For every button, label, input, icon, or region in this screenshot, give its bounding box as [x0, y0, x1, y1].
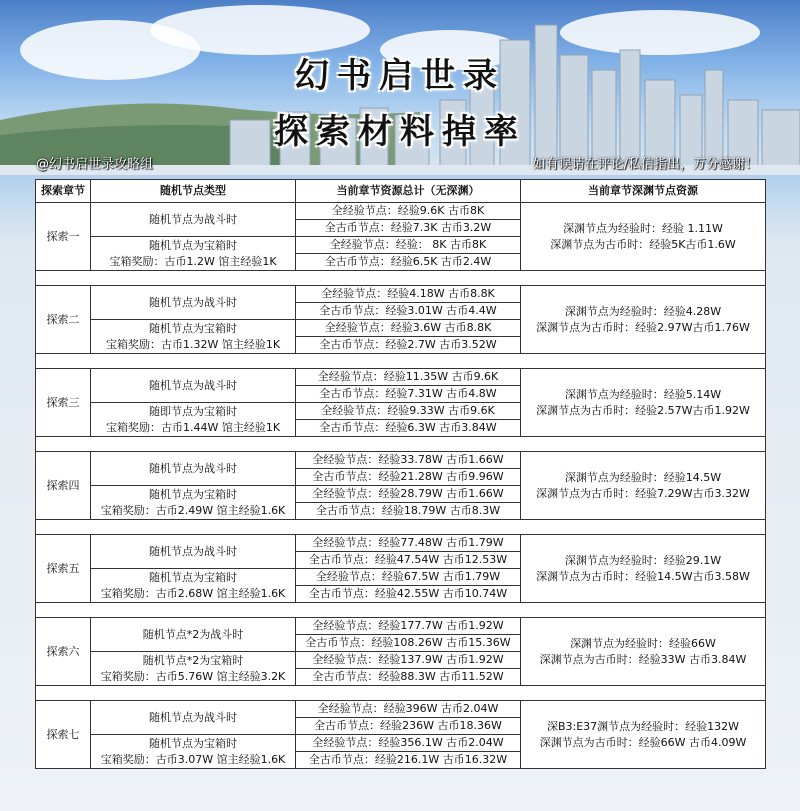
chest-label: 随机节点为宝箱时 — [149, 321, 237, 335]
resource-total-cell: 全经验节点：经验67.5W 古币1.79W — [296, 569, 521, 586]
node-type-chest — [91, 652, 296, 686]
resource-total-cell: 全经验节点：经验177.7W 古币1.92W — [296, 618, 521, 635]
abyss-coin-line: 深渊节点为古币时：经验2.57W古币1.92W — [536, 403, 750, 417]
abyss-coin-line: 深渊节点为古币时：经验7.29W古币3.32W — [536, 486, 750, 500]
chest-label: 随机节点为宝箱时 — [149, 238, 237, 252]
spacer-cell — [36, 520, 766, 535]
resource-total-cell: 全经验节点：经验： 8K 古币8K — [296, 237, 521, 254]
resource-total-cell: 全古币节点：经验2.7W 古币3.52W — [296, 337, 521, 354]
node-type-battle: 随机节点为战斗时 — [91, 369, 296, 403]
abyss-coin-line: 深渊节点为古币时：经验5K古币1.6W — [550, 237, 736, 251]
column-header-chapter: 探索章节 — [36, 180, 91, 203]
resource-total-cell: 全经验节点：经验11.35W 古币9.6K — [296, 369, 521, 386]
row-spacer — [36, 686, 766, 701]
abyss-exp-line: 深渊节点为经验时：经验4.28W — [564, 304, 722, 318]
node-type-chest — [91, 735, 296, 769]
column-header-resource-total: 当前章节资源总计（无深渊） — [296, 180, 521, 203]
abyss-resource-cell — [521, 618, 766, 686]
resource-total-cell: 全古币节点：经验7.31W 古币4.8W — [296, 386, 521, 403]
chest-reward: 宝箱奖励：古币1.2W 馆主经验1K — [109, 254, 277, 268]
column-header-abyss-resource: 当前章节深渊节点资源 — [521, 180, 766, 203]
table-row — [36, 369, 766, 386]
column-header-node-type: 随机节点类型 — [91, 180, 296, 203]
table-row — [36, 618, 766, 635]
abyss-coin-line: 深渊节点为古币时：经验14.5W古币3.58W — [536, 569, 750, 583]
chapter-name: 探索六 — [36, 618, 91, 686]
node-type-chest — [91, 486, 296, 520]
abyss-exp-line: 深渊节点为经验时：经验66W — [570, 636, 716, 650]
resource-total-cell: 全古币节点：经验108.26W 古币15.36W — [296, 635, 521, 652]
chapter-name: 探索一 — [36, 203, 91, 271]
resource-total-cell: 全经验节点：经验77.48W 古币1.79W — [296, 535, 521, 552]
row-spacer — [36, 354, 766, 369]
resource-total-cell: 全经验节点：经验4.18W 古币8.8K — [296, 286, 521, 303]
chest-reward: 宝箱奖励：古币3.07W 馆主经验1.6K — [100, 752, 286, 766]
resource-total-cell: 全古币节点：经验6.5K 古币2.4W — [296, 254, 521, 271]
chest-reward: 宝箱奖励：古币2.68W 馆主经验1.6K — [100, 586, 286, 600]
node-type-chest — [91, 403, 296, 437]
abyss-resource-cell — [521, 369, 766, 437]
resource-total-cell: 全经验节点：经验356.1W 古币2.04W — [296, 735, 521, 752]
spacer-cell — [36, 603, 766, 618]
spacer-cell — [36, 354, 766, 369]
chapter-name: 探索四 — [36, 452, 91, 520]
row-spacer — [36, 603, 766, 618]
chest-label: 随机节点*2为宝箱时 — [142, 653, 244, 667]
chest-label: 随机节点为宝箱时 — [149, 736, 237, 750]
node-type-battle: 随机节点为战斗时 — [91, 535, 296, 569]
author-credit: @幻书启世录攻略组 — [36, 157, 154, 172]
row-spacer — [36, 520, 766, 535]
exploration-drop-table — [35, 179, 766, 769]
spacer-cell — [36, 437, 766, 452]
table-row — [36, 701, 766, 718]
chest-label: 随即节点为宝箱时 — [149, 404, 237, 418]
chapter-name: 探索五 — [36, 535, 91, 603]
abyss-exp-line: 深渊节点为经验时：经验 1.11W — [563, 221, 723, 235]
node-type-chest — [91, 569, 296, 603]
table-header-row — [36, 180, 766, 203]
node-type-battle: 随机节点为战斗时 — [91, 203, 296, 237]
resource-total-cell: 全古币节点：经验216.1W 古币16.32W — [296, 752, 521, 769]
resource-total-cell: 全古币节点：经验47.54W 古币12.53W — [296, 552, 521, 569]
node-type-battle: 随机节点为战斗时 — [91, 452, 296, 486]
resource-total-cell: 全古币节点：经验18.79W 古币8.3W — [296, 503, 521, 520]
chapter-name: 探索二 — [36, 286, 91, 354]
resource-total-cell: 全经验节点：经验28.79W 古币1.66W — [296, 486, 521, 503]
resource-total-cell: 全经验节点：经验137.9W 古币1.92W — [296, 652, 521, 669]
title-line-1: 幻书启世录 — [295, 56, 505, 96]
node-type-battle: 随机节点为战斗时 — [91, 286, 296, 320]
abyss-resource-cell — [521, 701, 766, 769]
resource-total-cell: 全古币节点：经验21.28W 古币9.96W — [296, 469, 521, 486]
spacer-cell — [36, 271, 766, 286]
node-type-battle: 随机节点*2为战斗时 — [91, 618, 296, 652]
resource-total-cell: 全经验节点：经验3.6W 古币8.8K — [296, 320, 521, 337]
feedback-note: 如有误请在评论/私信指出，万分感谢！ — [532, 157, 758, 172]
abyss-coin-line: 深渊节点为古币时：经验33W 古币3.84W — [539, 652, 747, 666]
abyss-exp-line: 深渊节点为经验时：经验29.1W — [564, 553, 722, 567]
abyss-resource-cell — [521, 535, 766, 603]
spacer-cell — [36, 686, 766, 701]
resource-total-cell: 全古币节点：经验88.3W 古币11.52W — [296, 669, 521, 686]
node-type-chest — [91, 237, 296, 271]
table-row — [36, 286, 766, 303]
resource-total-cell: 全古币节点：经验7.3K 古币3.2W — [296, 220, 521, 237]
chapter-name: 探索三 — [36, 369, 91, 437]
chapter-name: 探索七 — [36, 701, 91, 769]
table-row — [36, 452, 766, 469]
table-row — [36, 203, 766, 220]
abyss-exp-line: 深渊节点为经验时：经验14.5W — [564, 470, 722, 484]
row-spacer — [36, 271, 766, 286]
chest-reward: 宝箱奖励：古币5.76W 馆主经验3.2K — [100, 669, 286, 683]
resource-total-cell: 全古币节点：经验236W 古币18.36W — [296, 718, 521, 735]
abyss-exp-line: 深B3:E37渊节点为经验时：经验132W — [546, 719, 740, 733]
chest-reward: 宝箱奖励：古币1.32W 馆主经验1K — [105, 337, 281, 351]
abyss-coin-line: 深渊节点为古币时：经验2.97W古币1.76W — [536, 320, 750, 334]
chest-label: 随机节点为宝箱时 — [149, 487, 237, 501]
abyss-coin-line: 深渊节点为古币时：经验66W 古币4.09W — [539, 735, 747, 749]
table-row — [36, 535, 766, 552]
abyss-resource-cell — [521, 203, 766, 271]
abyss-exp-line: 深渊节点为经验时：经验5.14W — [564, 387, 722, 401]
resource-total-cell: 全经验节点：经验33.78W 古币1.66W — [296, 452, 521, 469]
resource-total-cell: 全古币节点：经验6.3W 古币3.84W — [296, 420, 521, 437]
abyss-resource-cell — [521, 452, 766, 520]
node-type-chest — [91, 320, 296, 354]
node-type-battle: 随机节点为战斗时 — [91, 701, 296, 735]
chest-label: 随机节点为宝箱时 — [149, 570, 237, 584]
resource-total-cell: 全经验节点：经验9.6K 古币8K — [296, 203, 521, 220]
chest-reward: 宝箱奖励：古币2.49W 馆主经验1.6K — [100, 503, 286, 517]
resource-total-cell: 全古币节点：经验3.01W 古币4.4W — [296, 303, 521, 320]
resource-total-cell: 全古币节点：经验42.55W 古币10.74W — [296, 586, 521, 603]
row-spacer — [36, 437, 766, 452]
resource-total-cell: 全经验节点：经验9.33W 古币9.6K — [296, 403, 521, 420]
abyss-resource-cell — [521, 286, 766, 354]
title-line-2: 探索材料掉率 — [274, 112, 526, 152]
chest-reward: 宝箱奖励：古币1.44W 馆主经验1K — [105, 420, 281, 434]
resource-total-cell: 全经验节点：经验396W 古币2.04W — [296, 701, 521, 718]
